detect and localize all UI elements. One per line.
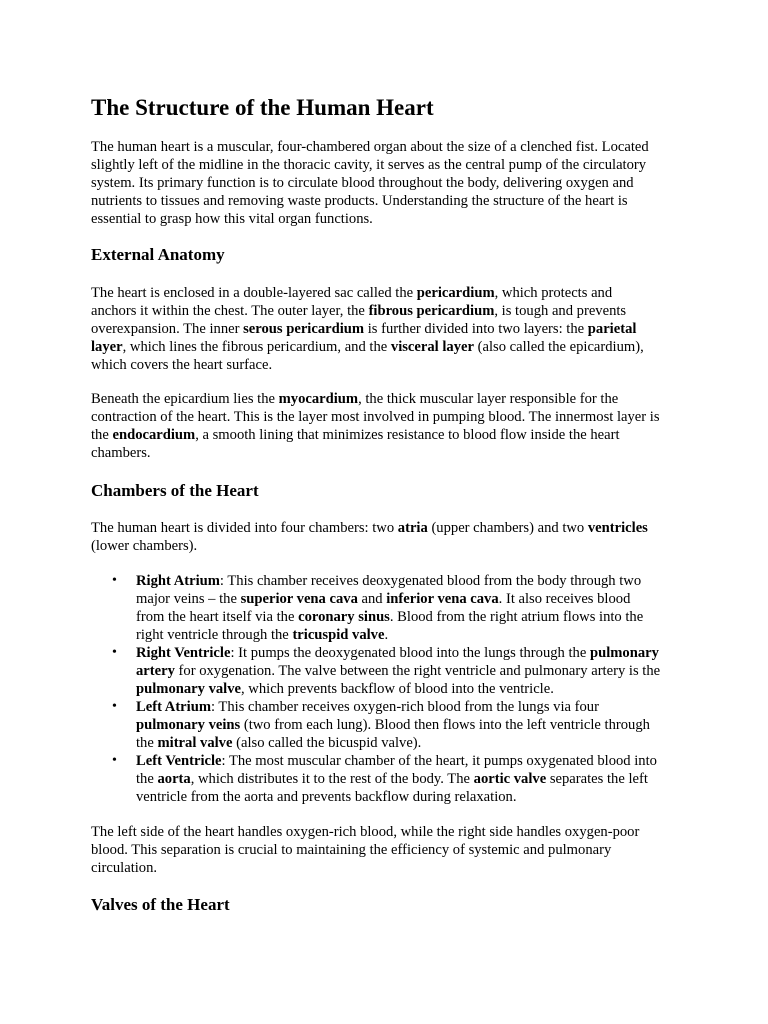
- text-line: circulation.: [91, 860, 158, 876]
- text-run: , which lines the fibrous pericardium, and the: [122, 339, 391, 355]
- text-line: [136, 572, 686, 590]
- text-run: . It also receives blood: [498, 591, 631, 607]
- text-line: [91, 426, 686, 444]
- text-line: blood. This separation is crucial to maintaining the efficiency of systemic and pulmonary: [91, 842, 612, 858]
- term-pulmonary-veins: pulmonary veins: [136, 717, 241, 733]
- text-line: [136, 662, 686, 680]
- term-inferior-vena-cava: inferior vena cava: [386, 591, 499, 607]
- text-line: contraction of the heart. This is the layer most involved in pumping blood. The innermost layer is: [91, 409, 660, 425]
- text-line: The left side of the heart handles oxygen-rich blood, while the right side handles oxygen-poor: [91, 824, 640, 840]
- section-heading-valves: Valves of the Heart: [91, 895, 230, 914]
- text-line: [136, 698, 686, 716]
- section-heading-chambers: Chambers of the Heart: [91, 481, 259, 500]
- text-run: major veins – the: [136, 591, 241, 607]
- text-run: (also called the bicuspid valve).: [232, 735, 422, 751]
- closing-paragraph: [91, 823, 686, 877]
- text-line: [136, 680, 686, 698]
- term-layer: layer: [91, 339, 123, 355]
- text-line: [91, 338, 686, 356]
- text-run: the: [91, 427, 113, 443]
- text-line: [136, 608, 686, 626]
- text-line: system. Its primary function is to circulate blood throughout the body, delivering oxygen and: [91, 175, 634, 191]
- text-run: the: [136, 771, 158, 787]
- term-ventricles: ventricles: [587, 520, 648, 536]
- term-endocardium: endocardium: [112, 427, 196, 443]
- term-atria: atria: [397, 520, 428, 536]
- term-visceral-layer: visceral layer: [390, 339, 474, 355]
- text-line: [136, 716, 686, 734]
- pericardium-paragraph: [91, 284, 686, 374]
- text-line: [91, 320, 686, 338]
- term-right-atrium: Right Atrium: [136, 573, 220, 589]
- list-item: [91, 644, 686, 698]
- text-run: right ventricle through the: [136, 627, 293, 643]
- text-run: , a smooth lining that minimizes resistance to blood flow inside the heart: [195, 427, 620, 443]
- list-item: [91, 572, 686, 644]
- text-line: [91, 302, 686, 320]
- text-line: The human heart is a muscular, four-chambered organ about the size of a clenched fist. Located: [91, 139, 649, 155]
- text-run: (two from each lung). Blood then flows into the left ventricle through: [240, 717, 650, 733]
- section-heading-external-anatomy: External Anatomy: [91, 245, 225, 264]
- text-run: (also called the epicardium),: [473, 339, 644, 355]
- bullet-icon: •: [112, 753, 117, 768]
- term-left-atrium: Left Atrium: [136, 699, 211, 715]
- chambers-list: [91, 572, 686, 806]
- term-superior-vena-cava: superior vena cava: [240, 591, 358, 607]
- list-item: [91, 698, 686, 752]
- term-pericardium: pericardium: [416, 285, 495, 301]
- bullet-icon: •: [112, 573, 117, 588]
- term-myocardium: myocardium: [278, 391, 359, 407]
- term-left-ventricle: Left Ventricle: [136, 753, 222, 769]
- text-line: essential to grasp how this vital organ functions.: [91, 211, 373, 227]
- text-line: chambers.: [91, 445, 151, 461]
- term-right-ventricle: Right Ventricle: [136, 645, 231, 661]
- text-line: [91, 284, 686, 302]
- text-line: which covers the heart surface.: [91, 357, 273, 373]
- text-run: : It pumps the deoxygenated blood into the lungs through the: [230, 645, 590, 661]
- bullet-icon: •: [112, 645, 117, 660]
- text-run: The human heart is divided into four chambers: two: [91, 520, 398, 536]
- intro-paragraph: [91, 138, 686, 228]
- text-run: , the thick muscular layer responsible for the: [358, 391, 619, 407]
- document-title: The Structure of the Human Heart: [91, 95, 434, 120]
- text-run: is further divided into two layers: the: [364, 321, 588, 337]
- text-line: [136, 590, 686, 608]
- text-run: and: [357, 591, 387, 607]
- text-line: (lower chambers).: [91, 538, 198, 554]
- term-fibrous-pericardium: fibrous pericardium: [368, 303, 495, 319]
- text-line: ventricle from the aorta and prevents backflow during relaxation.: [136, 789, 517, 805]
- text-run: overexpansion. The inner: [91, 321, 244, 337]
- text-run: , which prevents backflow of blood into the ventricle.: [241, 681, 554, 697]
- text-run: .: [384, 627, 389, 643]
- text-run: anchors it within the chest. The outer layer, the: [91, 303, 369, 319]
- text-line: [136, 770, 686, 788]
- term-aorta: aorta: [157, 771, 191, 787]
- term-mitral-valve: mitral valve: [157, 735, 233, 751]
- term-coronary-sinus: coronary sinus: [298, 609, 390, 625]
- term-pulmonary-valve: pulmonary valve: [136, 681, 241, 697]
- text-line: slightly left of the midline in the thoracic cavity, it serves as the central pump of the circulatory: [91, 157, 647, 173]
- text-line: [136, 626, 686, 644]
- term-tricuspid-valve: tricuspid valve: [292, 627, 385, 643]
- text-run: from the heart itself via the: [136, 609, 299, 625]
- text-run: : This chamber receives deoxygenated blood from the body through two: [219, 573, 642, 589]
- list-item: [91, 752, 686, 806]
- chambers-intro-paragraph: [91, 519, 686, 555]
- term-artery: artery: [136, 663, 175, 679]
- text-run: : This chamber receives oxygen-rich blood from the lungs via four: [210, 699, 599, 715]
- text-line: [91, 519, 686, 537]
- text-run: separates the left: [546, 771, 648, 787]
- myocardium-paragraph: [91, 390, 686, 462]
- text-run: , is tough and prevents: [494, 303, 627, 319]
- text-line: [91, 390, 686, 408]
- text-line: nutrients to tissues and removing waste products. Understanding the structure of the heart is: [91, 193, 628, 209]
- text-line: [136, 734, 686, 752]
- text-line: [136, 752, 686, 770]
- term-pulmonary: pulmonary: [589, 645, 659, 661]
- text-run: The heart is enclosed in a double-layered sac called the: [91, 285, 417, 301]
- text-run: Beneath the epicardium lies the: [91, 391, 279, 407]
- text-run: : The most muscular chamber of the heart, it pumps oxygenated blood into: [221, 753, 657, 769]
- term-parietal: parietal: [587, 321, 637, 337]
- term-serous-pericardium: serous pericardium: [243, 321, 365, 337]
- text-run: (upper chambers) and two: [427, 520, 588, 536]
- term-aortic-valve: aortic valve: [473, 771, 547, 787]
- text-run: the: [136, 735, 158, 751]
- text-run: . Blood from the right atrium flows into the: [389, 609, 644, 625]
- bullet-icon: •: [112, 699, 117, 714]
- text-run: for oxygenation. The valve between the right ventricle and pulmonary artery is the: [174, 663, 661, 679]
- text-line: [136, 644, 686, 662]
- text-run: , which protects and: [494, 285, 613, 301]
- text-run: , which distributes it to the rest of the body. The: [190, 771, 474, 787]
